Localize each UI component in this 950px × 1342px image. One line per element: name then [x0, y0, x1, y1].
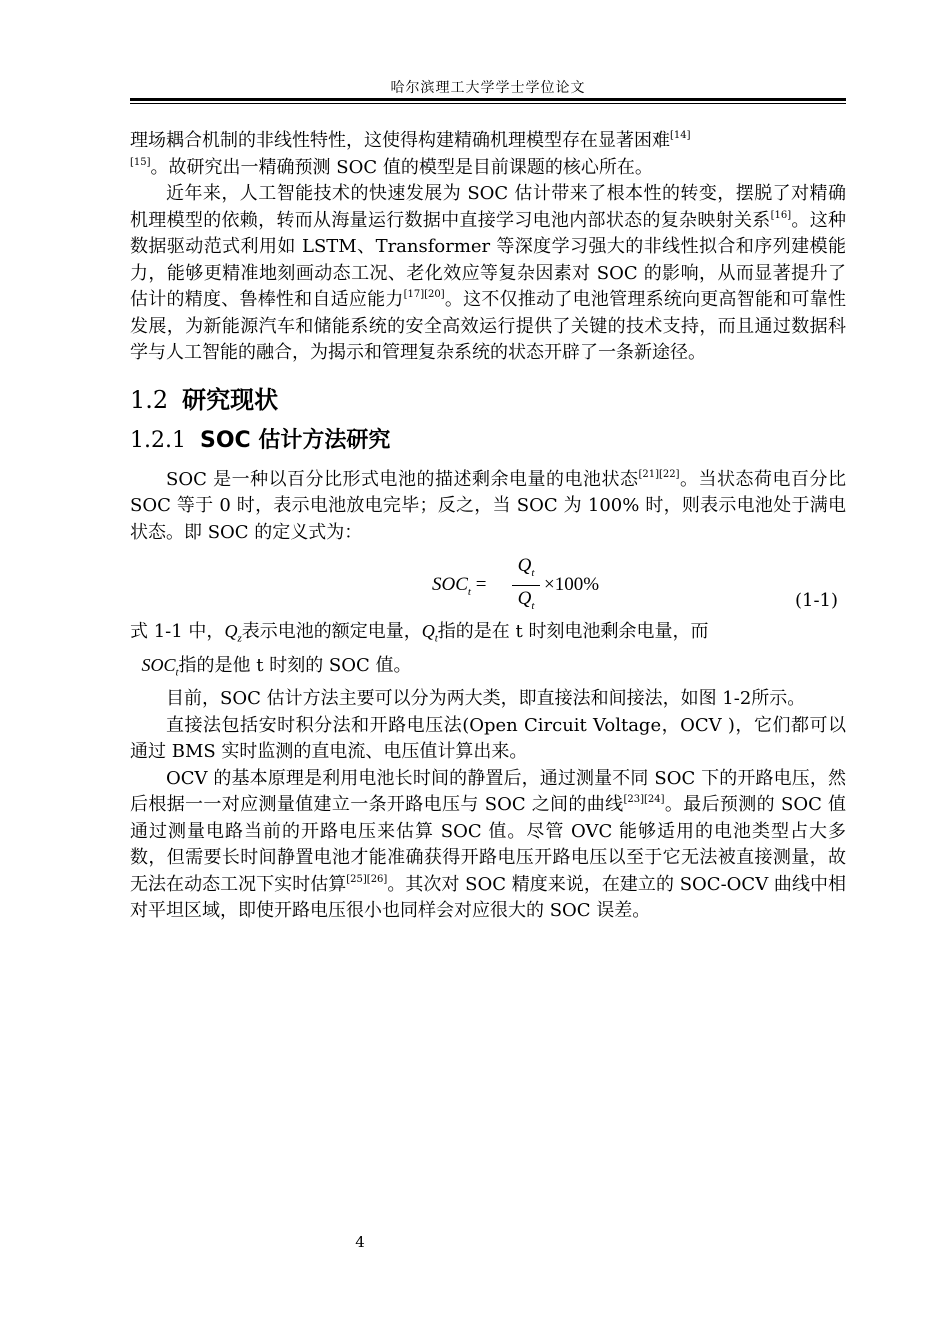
citation: [21][22]: [638, 468, 680, 480]
variable-subscript: t: [175, 666, 179, 679]
denominator-symbol: Q: [517, 587, 532, 609]
citation: [14]: [670, 130, 691, 141]
equation-lhs: [432, 572, 486, 605]
page-number: 4: [355, 1233, 365, 1251]
variable-qt: [421, 621, 438, 645]
subsection-title: SOC 估计方法研究: [199, 427, 391, 453]
header-rule-thick: [130, 98, 846, 101]
numerator-subscript: t: [531, 566, 535, 579]
text-run: 近年来，人工智能技术的快速发展为 SOC 估计带来了根本性的转变，摆脱了对精确机理模型的依赖，转而从海量运行数据中直接学习电池内部状态的复杂映射关系: [130, 183, 846, 231]
denominator-subscript: t: [531, 599, 535, 612]
variable-subscript: t: [434, 632, 438, 645]
subsection-heading: [130, 425, 846, 457]
citation: [23][24]: [623, 794, 665, 806]
paragraph-variable-explanation: [130, 618, 846, 686]
paragraph-direct-methods: 直接法包括安时积分法和开路电压法(Open Circuit Voltage，OCV )，它们都可以通过 BMS 实时监测的直电流、电压值计算出来。: [130, 714, 846, 763]
lhs-symbol: SOC: [432, 574, 468, 595]
variable-subscript: z: [237, 632, 242, 645]
text-run: 。这不仅推动了电池管理系统向更高智能和可靠性发展，为新能源汽车和储能系统的安全高效运行提供了关键的技术支持，而且通过数据科学与人工智能的融合，为揭示和管理复杂系统的状态开辟了一条新途径。: [130, 289, 846, 363]
text-run: 。其次对 SOC 精度来说，在建立的 SOC-OCV 曲线中相对平坦区域，即使开路电压很小也同样会对应很大的 SOC 误差。: [130, 873, 847, 922]
variable-qz: [224, 621, 242, 645]
text-run: 。最后预测的 SOC 值通过测量电路当前的开路电压来估算 SOC 值。尽管 OVC 能够适用的电池类型占大多数，但需要长时间静置电池才能准确获得开路电压开路电压以至于它无法被直接测量，故无法在动态工况下实时估算: [130, 794, 846, 895]
text-run: 指的是在 t 时刻电池剩余电量，而: [437, 621, 709, 642]
variable-soct: [141, 655, 179, 679]
text-run: 。这种数据驱动范式利用如 LSTM、Transformer 等深度学习强大的非线性拟合和序列建模能力，能够更精准地刻画动态工况、老化效应等复杂因素对 SOC 的影响，从而显著提升了估计的精度、鲁棒性和自适应能力: [130, 209, 846, 310]
citation: [25][26]: [346, 873, 388, 885]
paragraph-ocv-principle: [130, 766, 846, 925]
equals-sign: =: [475, 574, 487, 595]
denominator: [512, 586, 540, 619]
header-rule-thin: [130, 103, 846, 104]
paragraph-soc-definition: [130, 467, 846, 547]
section-heading: [130, 383, 846, 417]
section-title: 研究现状: [182, 385, 279, 414]
variable-symbol: SOC: [141, 655, 176, 676]
text-run: OCV 的基本原理是利用电池长时间的静置后，通过测量不同 SOC 下的开路电压，然后根据一一对应测量值建立一条开路电压与 SOC 之间的曲线: [130, 767, 846, 816]
lhs-subscript: t: [467, 585, 471, 598]
subsection-number: 1.2.1: [130, 427, 186, 453]
citation: [15]: [130, 156, 151, 168]
paragraph-ai-methods: [130, 181, 846, 367]
page-body: [130, 128, 846, 925]
text-run: 指的是他 t 时刻的 SOC 值。: [178, 655, 412, 677]
variable-symbol: Q: [421, 621, 435, 641]
percent-factor: ×100%: [544, 574, 600, 595]
numerator: [512, 554, 540, 585]
text-run: 式 1-1 中，: [130, 621, 225, 642]
citation: [17][20]: [403, 289, 445, 300]
section-number: 1.2: [130, 385, 169, 414]
text-run: 理场耦合机制的非线性特性，这使得构建精确机理模型存在显著困难: [130, 130, 670, 151]
equation-number: (1-1): [794, 590, 838, 611]
equation-1-1: [130, 546, 846, 618]
citation: [16]: [770, 209, 792, 221]
paragraph-method-categories: 目前，SOC 估计方法主要可以分为两大类，即直接法和间接法，如图 1-2所示。: [166, 688, 806, 710]
text-run: 表示电池的额定电量，: [241, 621, 422, 642]
running-header: 哈尔滨理工大学学士学位论文: [390, 80, 586, 96]
paragraph-continued: [130, 128, 846, 181]
text-run: 。当状态荷电百分比 SOC 等于 0 时，表示电池放电完毕；反之，当 SOC 为 100% 时，则表示电池处于满电状态。即 SOC 的定义式为：: [130, 468, 846, 543]
text-run: 。故研究出一精确预测 SOC 值的模型是目前课题的核心所在。: [150, 156, 653, 178]
fraction: [512, 554, 540, 619]
variable-symbol: Q: [224, 621, 238, 641]
text-run: SOC 是一种以百分比形式电池的描述剩余电量的电池状态: [166, 468, 639, 490]
numerator-symbol: Q: [517, 555, 532, 576]
